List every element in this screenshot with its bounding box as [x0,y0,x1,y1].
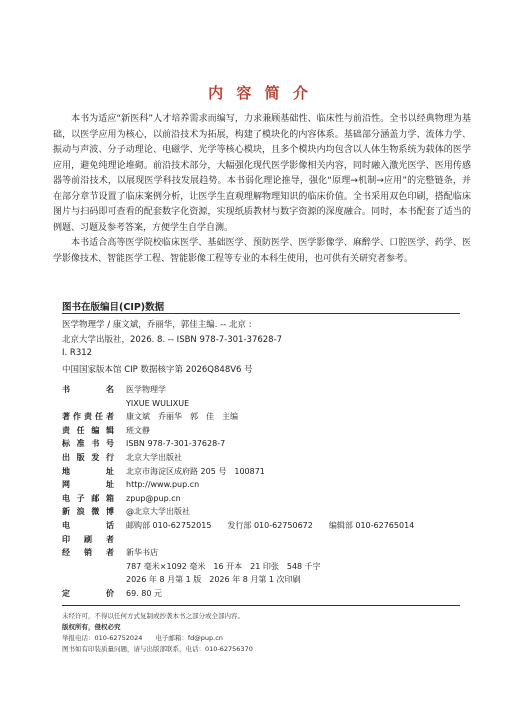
imprint-value: 2026 年 8 月第 1 版 2026 年 8 月第 1 次印刷 [126,575,301,585]
cip-line-2: 北京大学出版社，2026. 8. -- ISBN 978-7-301-37628-7 [62,335,283,345]
imprint-label: 书 名 [62,385,114,394]
summary-paragraph-2: 本书适合高等医学院校临床医学、基础医学、预防医学、医学影像学、麻醉学、口腔医学、药学、医学影像技术、智能医学工程、智能影像工程等专业的本科生使用，也可供有关研究者参考。 [53,238,471,264]
imprint-row [62,424,462,438]
imprint-row [62,519,462,533]
imprint-row [62,478,462,492]
imprint-row [62,492,462,506]
imprint-row [62,397,462,411]
imprint-label: 标准书号 [62,439,114,449]
imprint-value [126,533,462,547]
imprint-row [62,383,462,397]
imprint-value: http://www.pup.cn [126,480,200,490]
imprint-value: zpup@pup.cn [126,493,181,503]
imprint-row [62,451,462,465]
imprint-row [62,546,462,560]
imprint-label: 网 址 [62,480,114,490]
imprint-label [62,397,114,411]
imprint-label: 印 刷 者 [62,534,114,544]
imprint-value: 医学物理学 [126,385,166,394]
imprint-row [62,573,462,587]
imprint-row [62,587,462,601]
imprint-value: 787 毫米×1092 毫米 16 开本 21 印张 548 千字 [126,561,321,571]
imprint-row [62,410,462,424]
imprint-label: 电 话 [62,520,114,530]
footer-line-3: 举报电话：010-62752024 电子邮箱：fd@pup.cn [62,634,223,642]
footer-line-2: 版权所有，侵权必究 [62,623,121,631]
cip-divider [62,313,460,314]
imprint-value: YIXUE WULIXUE [126,398,190,408]
cip-line-3: Ⅰ. R312 [62,348,93,358]
imprint-label [62,573,114,587]
cip-line-4: 中国国家版本馆 CIP 数据核字第 2026Q848V6 号 [62,365,253,375]
imprint-value: 北京市海淀区成府路 205 号 100871 [126,466,265,476]
imprint-value: 班文静 [126,425,150,435]
footer-line-1: 未经许可，不得以任何方式复制或抄袭本书之部分或全部内容。 [62,612,244,620]
imprint-row [62,465,462,479]
imprint-value: 69. 80 元 [126,588,162,598]
footer-divider [62,605,460,606]
imprint-label: 责任编辑 [62,425,114,435]
imprint-label: 著作责任者 [62,412,114,422]
imprint-label: 新浪微博 [62,507,114,517]
copyright-footer [62,611,253,655]
summary-paragraph-1: 本书为适应“新医科”人才培养需求而编写，力求兼顾基础性、临床性与前沿性。全书以经典物理为基础，以医学应用为核心，以前沿技术为拓展，构建了模块化的内容体系。基础部分涵盖力学、流体力学、振动与声波、分子动理论、电磁学、光学等核心模块，且多个模块内均包含以人体生物系统为载体的医学应用，避免纯理论堆砌。前沿技术部分，大幅强化现代医学影像相关内容，同时融入激光医学、医用传感器等前沿技术，以展现医学科技发展趋势。本书弱化理论推导，强化“原理→机制→应用”的完整链条，并在部分章节设置了临床案例分析，让医学生直观理解物理知识的临床价值。全书采用双色印刷，搭配临床图片与扫码即可查看的配套数字化资源，实现纸质教材与数字资源的深度融合。同时，本书配套了适当的例题、习题及参考答案，方便学生自学自测。 [53,114,471,233]
content-summary [53,112,471,267]
cip-line-1: 医学物理学 / 康文斌，乔丽华，郭佳主编. -- 北京 : [62,320,252,330]
imprint-value: 北京大学出版社 [126,452,182,462]
imprint-label: 定 价 [62,588,114,598]
imprint-value: 新华书店 [126,548,158,558]
imprint-value: 康文斌 乔丽华 郭 佳 主编 [126,412,238,422]
imprint-value: ISBN 978-7-301-37628-7 [126,439,226,449]
cip-heading: 图书在版编目(CIP)数据 [62,302,165,313]
imprint-block [62,383,462,601]
page-title: 内 容 简 介 [208,84,312,102]
imprint-label: 地 址 [62,466,114,476]
imprint-row [62,533,462,547]
imprint-label: 电子邮箱 [62,493,114,503]
imprint-label: 经 销 者 [62,548,114,558]
imprint-label: 出版发行 [62,452,114,462]
footer-line-4: 图书如有印装质量问题，请与出版部联系，电话：010-62756370 [62,645,253,653]
imprint-row [62,560,462,574]
imprint-value: @北京大学出版社 [126,507,190,517]
imprint-row [62,505,462,519]
imprint-label [62,560,114,574]
imprint-row [62,437,462,451]
imprint-value: 邮购部 010-62752015 发行部 010-62750672 编辑部 010-62765014 [126,520,415,530]
